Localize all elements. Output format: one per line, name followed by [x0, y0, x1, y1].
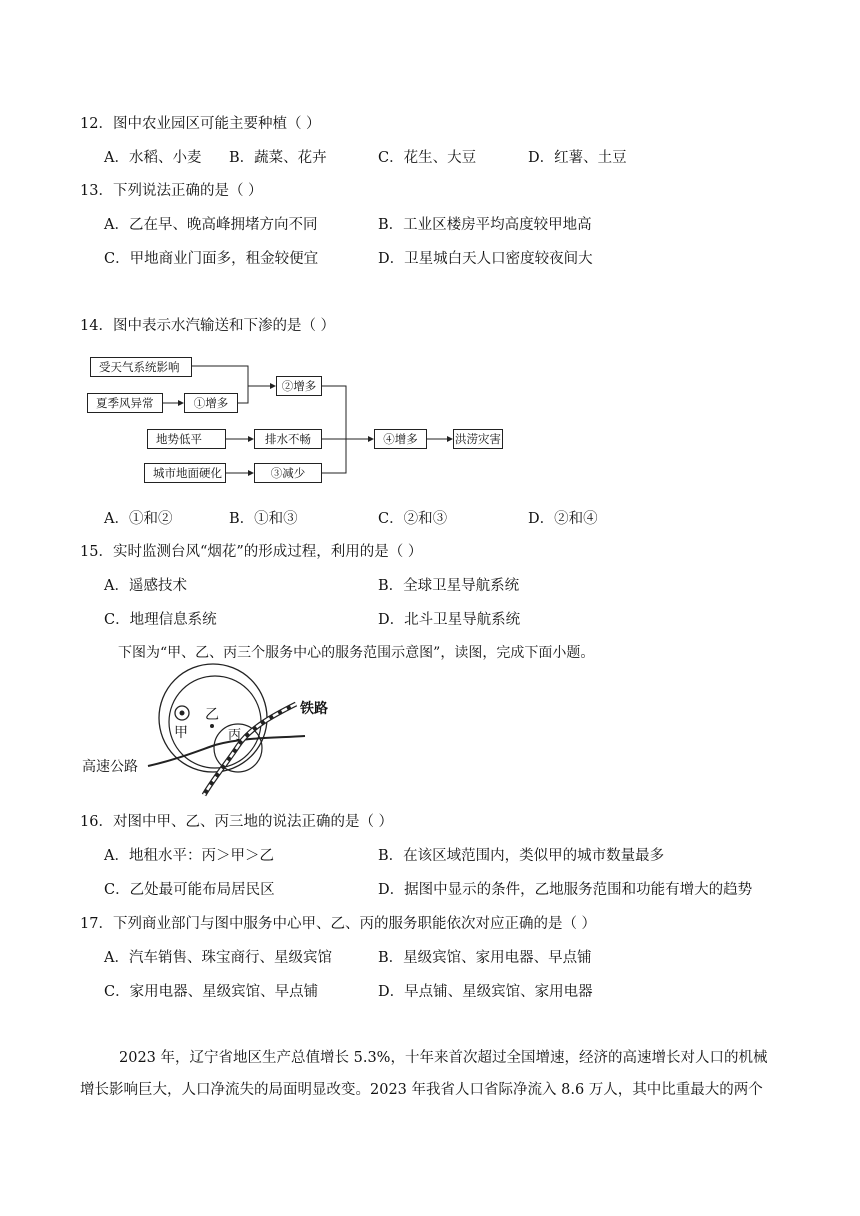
- map-label-highway: 高速公路: [82, 759, 138, 775]
- map-label-jia: 甲: [174, 725, 188, 741]
- q13-option-d: D．卫星城白天人口密度较夜间大: [378, 251, 593, 267]
- q13-option-c: C．甲地商业门面多，租金较便宜: [104, 251, 319, 267]
- q17-option-d: D．早点铺、星级宾馆、家用电器: [378, 984, 593, 1000]
- q13-option-a: A．乙在早、晚高峰拥堵方向不同: [104, 217, 318, 233]
- flowchart-box-2: ②增多: [276, 376, 322, 396]
- q14-option-a: A．①和②: [104, 511, 173, 527]
- flowchart-box-3: ③减少: [254, 463, 322, 483]
- flowchart-box-monsoon: 夏季风异常: [87, 393, 163, 413]
- flowchart-box-1: ①增多: [184, 393, 238, 413]
- question-16-stem: 16．对图中甲、乙、丙三地的说法正确的是（ ）: [80, 814, 394, 830]
- q15-option-d: D．北斗卫星导航系统: [378, 612, 521, 628]
- q12-option-a: A．水稻、小麦: [104, 150, 202, 166]
- q16-option-c: C．乙处最可能布局居民区: [104, 882, 275, 898]
- q14-option-d: D．②和④: [528, 511, 598, 527]
- question-15-stem: 15．实时监测台风“烟花”的形成过程，利用的是（ ）: [80, 544, 423, 560]
- q15-option-b: B．全球卫星导航系统: [378, 578, 520, 594]
- map-intro-text: 下图为“甲、乙、丙三个服务中心的服务范围示意图”，读图，完成下面小题。: [118, 645, 595, 661]
- question-13-stem: 13．下列说法正确的是（ ）: [80, 183, 263, 199]
- q17-option-c: C．家用电器、星级宾馆、早点铺: [104, 984, 319, 1000]
- q16-option-a: A．地租水平：丙＞甲＞乙: [104, 848, 274, 864]
- q13-option-b: B．工业区楼房平均高度较甲地高: [378, 217, 592, 233]
- map-label-railway: 铁路: [300, 701, 328, 717]
- q17-option-b: B．星级宾馆、家用电器、早点铺: [378, 950, 592, 966]
- q14-option-c: C．②和③: [378, 511, 448, 527]
- q16-option-d: D．据图中显示的条件，乙地服务范围和功能有增大的趋势: [378, 882, 753, 898]
- flowchart-box-drainage: 排水不畅: [254, 429, 322, 449]
- flowchart-box-4: ④增多: [374, 429, 427, 449]
- question-14-stem: 14．图中表示水汽输送和下渗的是（ ）: [80, 318, 336, 334]
- flowchart-box-ground-hardening: 城市地面硬化: [144, 463, 226, 483]
- q14-option-b: B．①和③: [229, 511, 298, 527]
- q16-option-b: B．在该区域范围内，类似甲的城市数量最多: [378, 848, 665, 864]
- passage-paragraph: 2023 年，辽宁省地区生产总值增长 5.3%，十年来首次超过全国增速，经济的高速增长对人口的机械增长影响巨大，人口净流失的局面明显改变。2023 年我省人口省际净流入 8.6 万人，其中比重最大的两个: [80, 1050, 768, 1098]
- flowchart-box-flood: 洪涝灾害: [453, 429, 503, 449]
- yi-center-dot: [210, 724, 214, 728]
- q12-option-b: B．蔬菜、花卉: [229, 150, 327, 166]
- map-label-bing: 丙: [228, 728, 242, 743]
- q12-option-c: C．花生、大豆: [378, 150, 477, 166]
- q12-option-d: D．红薯、土豆: [528, 150, 627, 166]
- q15-option-c: C．地理信息系统: [104, 612, 217, 628]
- q15-option-a: A．遥感技术: [104, 578, 187, 594]
- map-label-yi: 乙: [205, 707, 219, 723]
- question-12-stem: 12．图中农业园区可能主要种植（ ）: [80, 116, 321, 132]
- question-17-stem: 17．下列商业部门与图中服务中心甲、乙、丙的服务职能依次对应正确的是（ ）: [80, 916, 597, 932]
- flowchart-box-terrain: 地势低平: [147, 429, 226, 449]
- q17-option-a: A．汽车销售、珠宝商行、星级宾馆: [104, 950, 332, 966]
- jia-center-dot: [180, 711, 185, 716]
- flowchart-box-weather-system: 受天气系统影响: [90, 357, 192, 377]
